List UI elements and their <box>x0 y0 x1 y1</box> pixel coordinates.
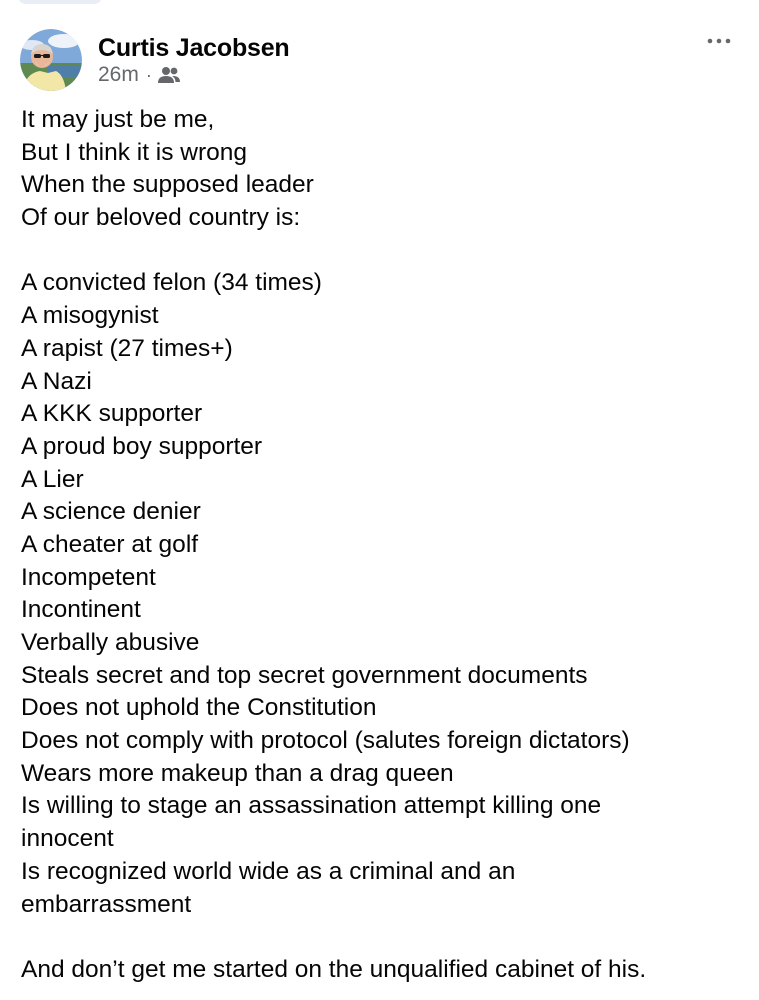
list-item: A Nazi <box>21 367 92 395</box>
paragraph-break <box>21 235 751 268</box>
post-text <box>21 104 751 987</box>
post-meta <box>98 63 180 87</box>
post-timestamp[interactable]: 26m <box>98 63 139 86</box>
avatar-photo <box>20 29 82 91</box>
more-options-button[interactable] <box>702 33 736 49</box>
list-item: Does not comply with protocol (salutes foreign dictators) <box>21 727 630 755</box>
closing-line: And don’t get me started on the unqualified cabinet of his. <box>21 955 647 983</box>
list-item: embarrassment <box>21 890 192 918</box>
list-item: Steals secret and top secret government documents <box>21 661 588 689</box>
post-line: Of our beloved country is: <box>21 204 301 232</box>
post-line: But I think it is wrong <box>21 138 248 166</box>
list-item: Does not uphold the Constitution <box>21 694 377 722</box>
list-item: A convicted felon (34 times) <box>21 269 322 297</box>
previous-element-edge <box>18 0 102 4</box>
post-line: It may just be me, <box>21 106 215 133</box>
list-item: Incompetent <box>21 563 156 591</box>
list-item: Is willing to stage an assassination attempt killing one <box>21 792 602 820</box>
list-item: A science denier <box>21 498 201 526</box>
list-item: A KKK supporter <box>21 400 203 428</box>
list-item: Wears more makeup than a drag queen <box>21 759 454 787</box>
list-item: innocent <box>21 825 114 853</box>
list-item: A cheater at golf <box>21 530 199 558</box>
more-horizontal-icon <box>707 38 731 44</box>
list-item: Incontinent <box>21 596 141 624</box>
list-item: Verbally abusive <box>21 629 200 656</box>
list-item: A Lier <box>21 465 84 493</box>
friends-icon[interactable] <box>158 66 180 84</box>
list-item: Is recognized world wide as a criminal and an <box>21 857 516 885</box>
author-name[interactable]: Curtis Jacobsen <box>98 34 290 62</box>
meta-separator: · <box>145 65 152 85</box>
list-item: A proud boy supporter <box>21 432 263 460</box>
avatar[interactable] <box>20 29 82 91</box>
list-item: A rapist (27 times+) <box>21 334 233 362</box>
list-item: A misogynist <box>21 302 159 330</box>
post-line: When the supposed leader <box>21 171 314 199</box>
paragraph-break <box>21 921 751 954</box>
post-header <box>20 29 740 93</box>
